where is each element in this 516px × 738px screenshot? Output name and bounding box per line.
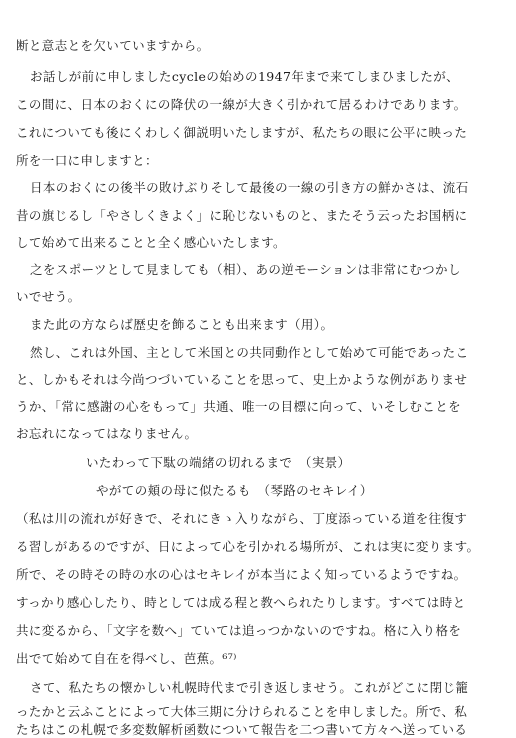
text-line: して始めて出来ることと全く感心いたします。 <box>16 235 286 250</box>
text-line: 断と意志とを欠いていますから。 <box>16 38 210 53</box>
text-line: ったかと云ふことによって大体三期に分けられることを申しました。所で、私 <box>16 704 468 719</box>
text-line: この間に、日本のおくにの降伏の一線が大きく引かれて居るわけであります。 <box>16 97 467 112</box>
text-line: やがての頬の母に似たるも （琴路のセキレイ） <box>96 483 373 498</box>
text-line: たちはこの札幌で多変数解析函数について報告を二つ書いて方々へ送っている <box>16 722 468 737</box>
text-line: お忘れになってはなりません。 <box>16 426 198 441</box>
text-line: いでせう。 <box>16 289 81 304</box>
text-line: 然し、これは外国、主として米国との共同動作として始めて可能であったこ <box>30 345 469 360</box>
text-line: 所を一口に申しますと： <box>16 153 158 168</box>
text-line: 所で、その時その時の水の心はセキレイが本当によく知っているようですね。 <box>16 567 467 582</box>
text-line: 日本のおくにの後半の敗けぶりそして最後の一線の引き方の鮮かさは、流石 <box>30 180 469 195</box>
text-line: また此の方ならば歴史を飾ることも出来ます（用）。 <box>30 317 334 332</box>
text-line: （私は川の流れが好きで、それにきゝ入りながら、丁度添っている道を往復す <box>16 511 468 526</box>
text-line: と、しかもそれは今尚つづいていることを思って、史上かような例がありませ <box>16 372 468 387</box>
text-line: お話しが前に申しましたcycleの始めの1947年まで来てしまひましたが、 <box>30 69 460 84</box>
text-line: 出でて始めて自在を得べし、芭蕉。⁶⁷⁾ <box>16 651 237 666</box>
text-line: いたわって下駄の端緒の切れるまで （実景） <box>86 455 351 470</box>
text-line: る習しがあるのですが、日によって心を引かれる場所が、これは実に変ります。 <box>16 539 480 554</box>
text-line: 昔の旗じるし「やさしくきよく」に恥じないものと、またそう云ったお国柄に <box>16 208 468 223</box>
text-line: すっかり感心したり、時としては成る程と教へられたりします。すべては時と <box>16 595 466 610</box>
text-line: さて、私たちの懐かしい札幌時代まで引き返しませう。これがどこに閉じ籠 <box>30 680 469 695</box>
text-line: これについても後にくわしく御説明いたしますが、私たちの眼に公平に映った <box>16 125 468 140</box>
text-line: 之をスポーツとして見ましても（相）、あの逆モーションは非常にむつかし <box>30 262 461 277</box>
text-line: うか、「常に感謝の心をもって」共通、唯一の目標に向って、いそしむことを <box>16 399 462 414</box>
text-line: 共に変るから、「文字を数へ」ていては追っつかないのですね。格に入り格を <box>16 623 462 638</box>
